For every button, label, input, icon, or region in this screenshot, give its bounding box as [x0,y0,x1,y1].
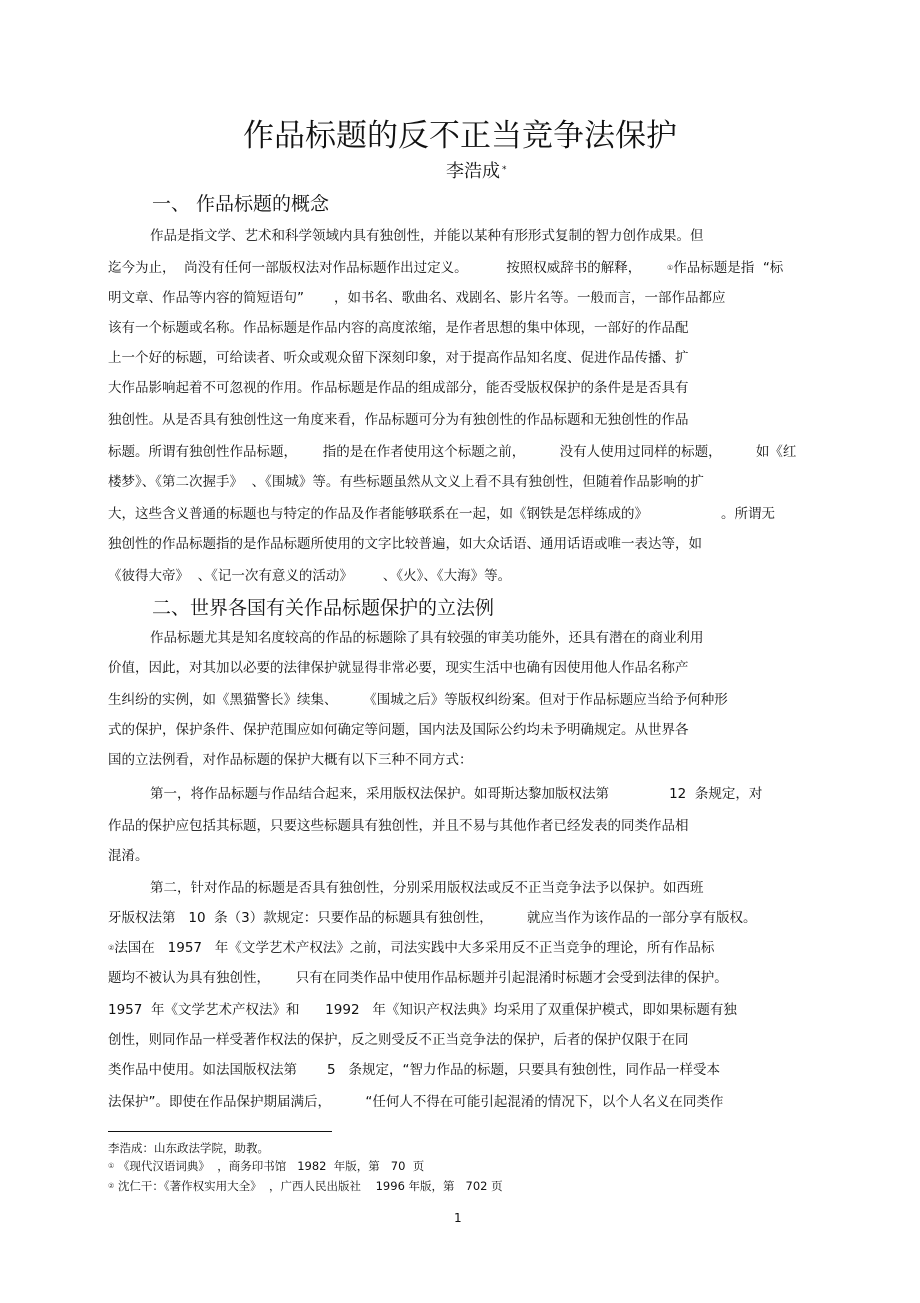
paragraph-line: 法保护”。即使在作品保护期届满后， “任何人不得在可能引起混淆的情况下，以个人名义在同类作 [108,1094,724,1110]
footnote-marker-2: ② [108,944,115,952]
paragraph-line: 国的立法例看，对作品标题的保护大概有以下三种不同方式： [108,752,473,768]
page-number: 1 [454,1211,462,1225]
paragraph-line: 第一，将作品标题与作品结合起来，采用版权法保护。如哥斯达黎加版权法第 12 条规定，对 [150,786,763,802]
paragraph-line: 标题。所谓有独创性作品标题， 指的是在作者使用这个标题之前， 没有人使用过同样的标题， 如《红 [108,444,797,460]
author-name [446,160,507,184]
paragraph-line: 1957 年《文学艺术产权法》和 1992 年《知识产权法典》均采用了双重保护模式，即如果标题有独 [108,1002,737,1018]
paragraph-line-text: 作品标题是指 “标 [673,260,784,276]
paragraph-line: 混淆。 [108,848,149,864]
paragraph-line: 创性，则同作品一样受著作权法的保护，反之则受反不正当竞争法的保护，后者的保护仅限于在同 [108,1032,689,1048]
paragraph-line: 生纠纷的实例，如《黑猫警长》续集、 《围城之后》等版权纠纷案。但对于作品标题应当给予何种形 [108,692,728,708]
footnote-text: 沈仁干：《著作权实用大全》 ，广西人民出版社 1996 年版，第 702 页 [117,1179,503,1193]
paragraph-line: 独创性。从是否具有独创性这一角度来看，作品标题可分为有独创性的作品标题和无独创性的作品 [108,412,689,428]
paragraph-line: 题均不被认为具有独创性， 只有在同类作品中使用作品标题并引起混淆时标题才会受到法律的保护。 [108,970,728,986]
paragraph-line: 牙版权法第 10 条（3）款规定：只要作品的标题具有独创性， 就应当作为该作品的一部分享有版权。 [108,910,757,926]
section-heading-2: 二、世界各国有关作品标题保护的立法例 [152,597,495,619]
document-title: 作品标题的反不正当竞争法保护 [243,118,677,154]
footnote-marker-1: ① [666,264,674,272]
paragraph-line: 明文章、作品等内容的简短语句” ，如书名、歌曲名、戏剧名、影片名等。一般而言，一部作品都应 [108,290,726,306]
paragraph-line [108,258,783,278]
footnote: 李浩成：山东政法学院，助教。 [108,1141,269,1155]
paragraph-line: 作品的保护应包括其标题，只要这些标题具有独创性，并且不易与其他作者已经发表的同类作品相 [108,818,689,834]
footnote-text: 《现代汉语词典》 ，商务印书馆 1982 年版，第 70 页 [117,1159,425,1173]
paragraph-line [108,938,714,958]
paragraph-line: 该有一个标题或名称。作品标题是作品内容的高度浓缩，是作者思想的集中体现，一部好的作品配 [108,320,689,336]
paragraph-line: 上一个好的标题，可给读者、听众或观众留下深刻印象，对于提高作品知名度、促进作品传播、扩 [108,350,689,366]
paragraph-line: 类作品中使用。如法国版权法第 5 条规定，“智力作品的标题，只要具有独创性，同作品一样受本 [108,1062,720,1078]
paragraph-line: 《彼得大帝》 、《记一次有意义的活动》 、《火》、《大海》等。 [108,568,512,584]
footnote [108,1178,503,1194]
paragraph-line: 楼梦》、《第二次握手》 、《围城》等。有些标题虽然从文义上看不具有独创性，但随着作品影响的扩 [108,474,704,490]
paragraph-line: 式的保护，保护条件、保护范围应如何确定等问题，国内法及国际公约均未予明确规定。从世界各 [108,722,689,738]
footnote-marker-1: ① [108,1162,115,1170]
paragraph-line: 大作品影响起着不可忽视的作用。作品标题是作品的组成部分，能否受版权保护的条件是是否具有 [108,380,689,396]
paragraph-line-text: 迄今为止， 尚没有任何一部版权法对作品标题作出过定义。 按照权威辞书的解释， [108,260,667,276]
paragraph-line: 第二，针对作品的标题是否具有独创性，分别采用版权法或反不正当竞争法予以保护。如西班 [150,880,704,896]
author-text: 李浩成 [446,161,500,182]
footnote-marker-2: ② [108,1182,115,1190]
paragraph-line: 作品标题尤其是知名度较高的作品的标题除了具有较强的审美功能外，还具有潜在的商业利用 [150,630,704,646]
paragraph-line: 作品是指文学、艺术和科学领域内具有独创性，并能以某种有形形式复制的智力创作成果。但 [150,228,704,244]
paragraph-line-text: 法国在 1957 年《文学艺术产权法》之前，司法实践中大多采用反不正当竞争的理论，所有作品标 [114,940,715,956]
footnote [108,1158,424,1174]
paragraph-line: 大，这些含义普通的标题也与特定的作品及作者能够联系在一起，如《钢铁是怎样练成的》 。所谓无 [108,506,775,522]
paragraph-line: 独创性的作品标题指的是作品标题所使用的文字比较普遍，如大众话语、通用话语或唯一表达等，如 [108,536,702,552]
footnote-divider [108,1131,332,1132]
section-heading-1: 一、 作品标题的概念 [152,193,330,215]
paragraph-line: 价值，因此，对其加以必要的法律保护就显得非常必要，现实生活中也确有因使用他人作品名称产 [108,660,689,676]
author-footnote-mark: * [502,165,507,175]
